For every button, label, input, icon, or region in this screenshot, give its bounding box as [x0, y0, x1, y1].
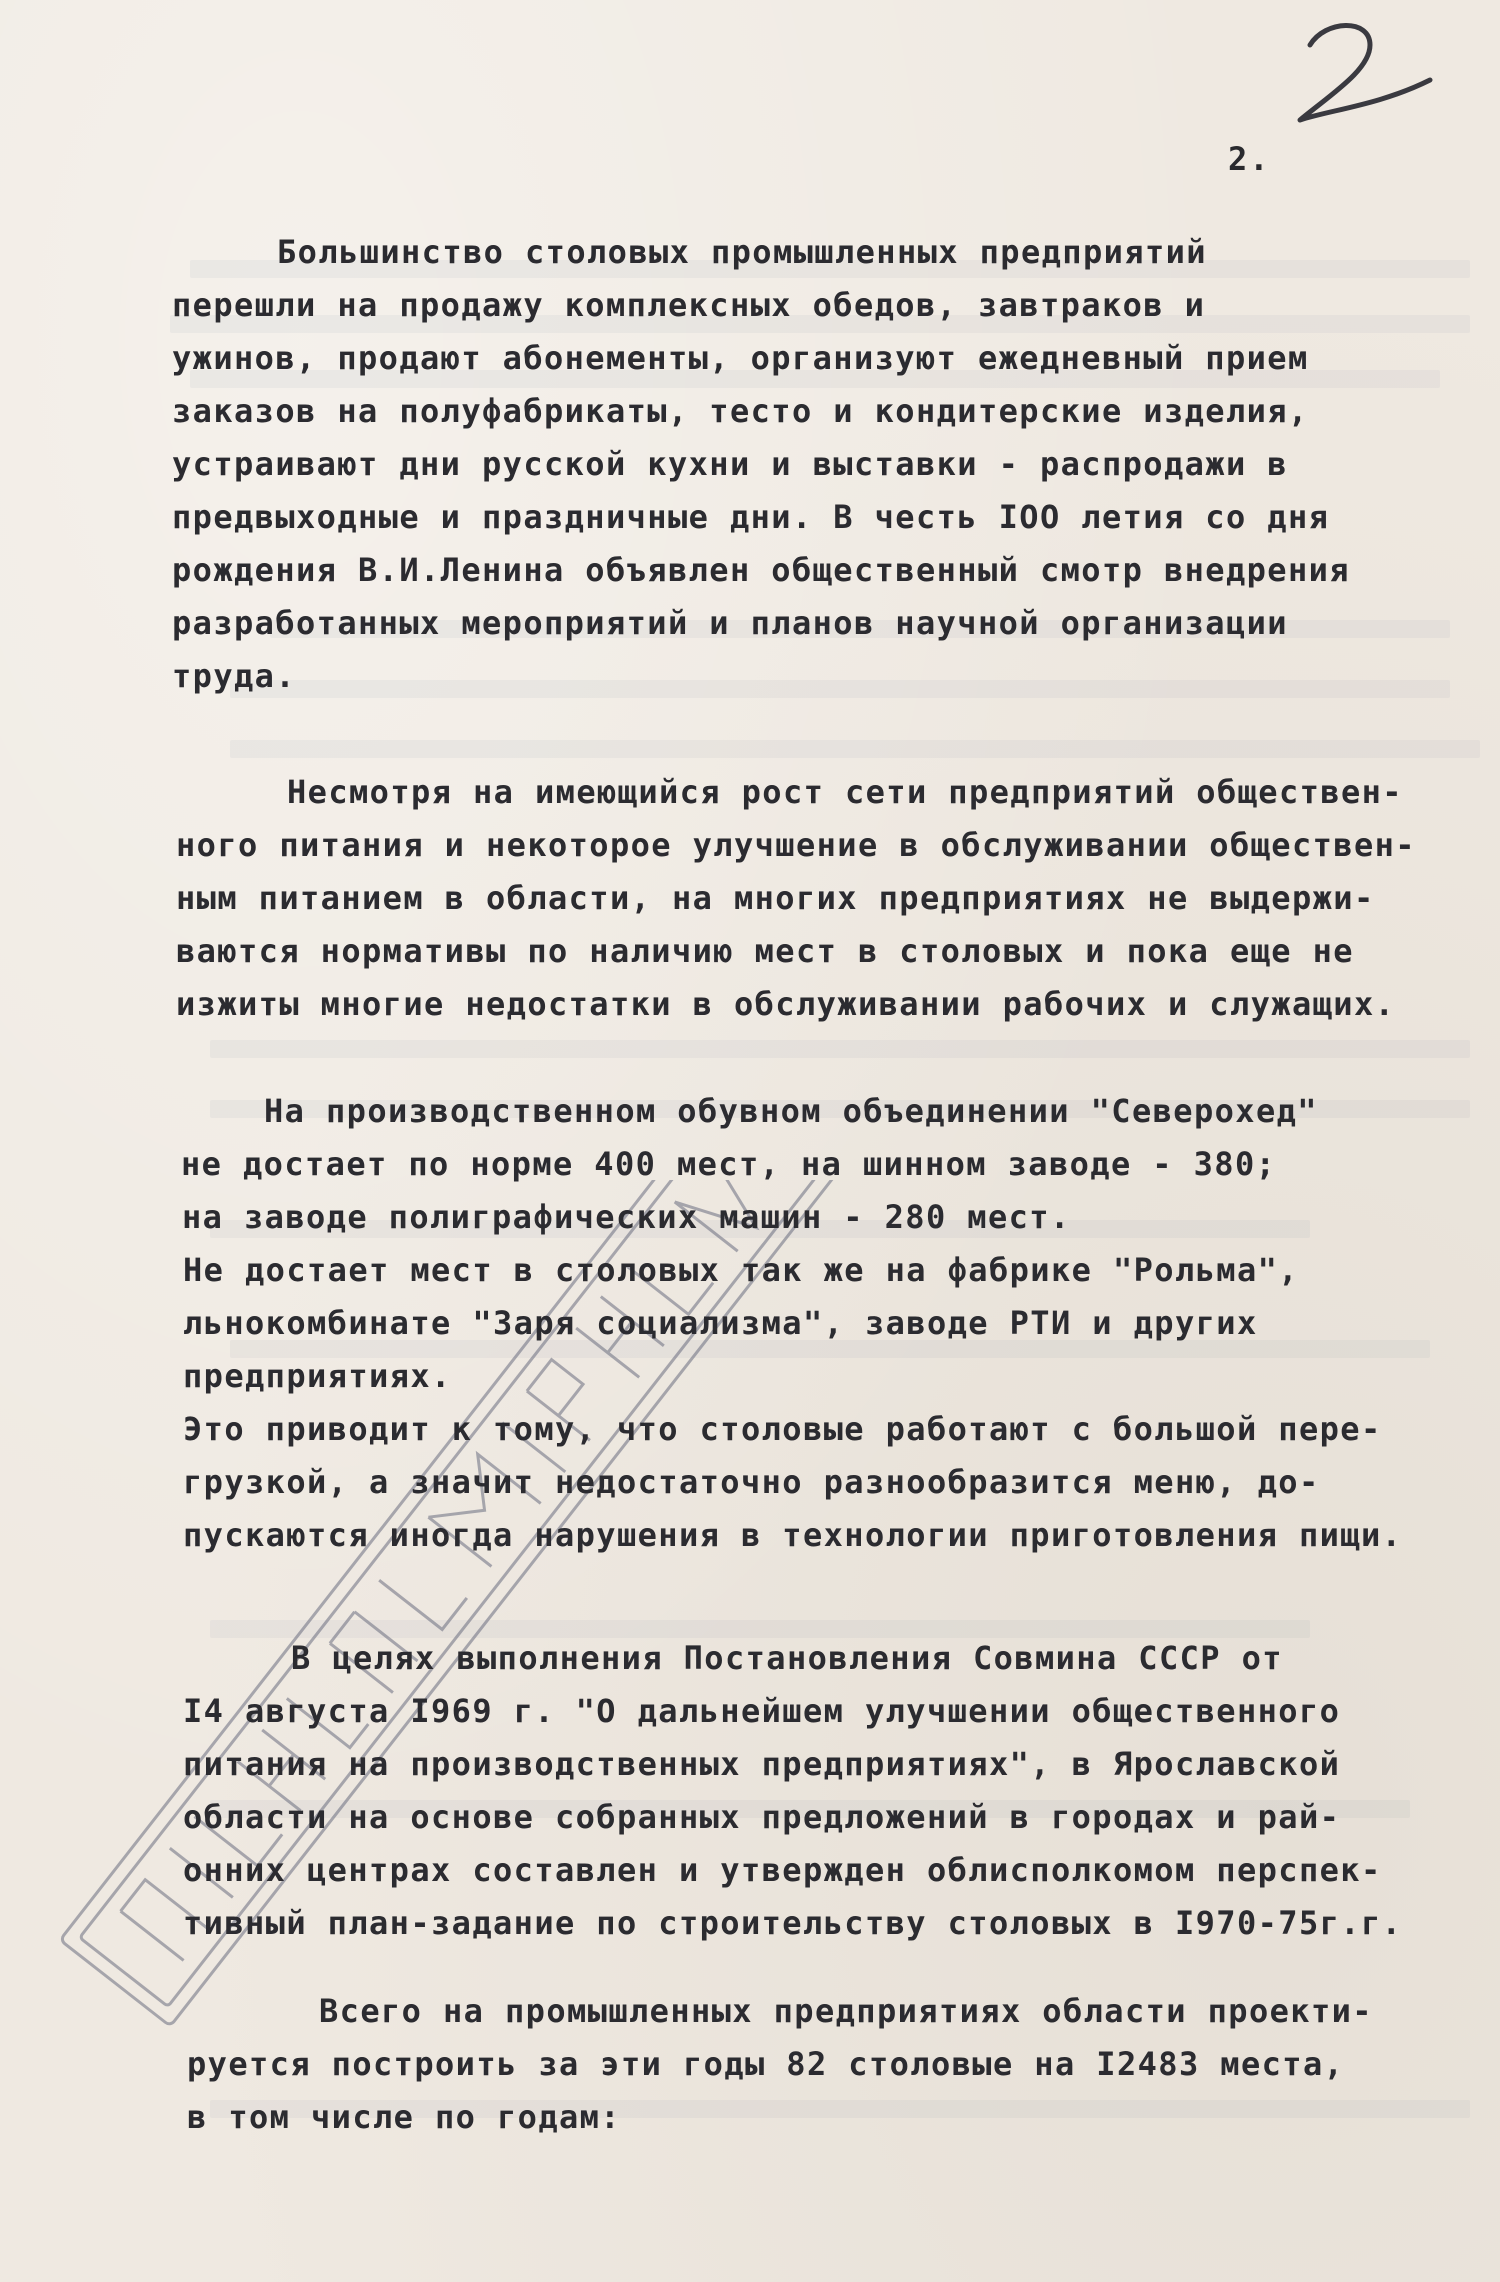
text-line: устраивают дни русской кухни и выставки - распродажи в — [172, 445, 1288, 483]
text-line: На производственном обувном объединении "Северохед" — [264, 1092, 1318, 1130]
text-line: предвыходные и праздничные дни. В честь IOO летия со дня — [172, 498, 1330, 536]
text-line: Всего на промышленных предприятиях области проекти- — [319, 1992, 1373, 2030]
handwritten-page-number — [1270, 10, 1440, 140]
text-line: онних центрах составлен и утвержден облисполкомом перспек- — [183, 1851, 1382, 1889]
text-line: разработанных мероприятий и планов научной организации — [172, 604, 1288, 642]
text-line: ваются нормативы по наличию мест в столовых и пока еще не — [176, 932, 1354, 970]
text-line: заказов на полуфабрикаты, тесто и кондитерские изделия, — [172, 392, 1309, 430]
text-line: Не достает мест в столовых так же на фабрике "Рольма", — [183, 1251, 1299, 1289]
text-line: льнокомбинате "Заря социализма", заводе РТИ и других — [183, 1304, 1258, 1342]
text-line: ужинов, продают абонементы, организуют ежедневный прием — [172, 339, 1309, 377]
text-line: рождения В.И.Ленина объявлен общественный смотр внедрения — [172, 551, 1350, 589]
text-line: перешли на продажу комплексных обедов, завтраков и — [172, 286, 1206, 324]
text-line: Это приводит к тому, что столовые работают с большой пере- — [183, 1410, 1382, 1448]
text-line: Несмотря на имеющийся рост сети предприятий обществен- — [287, 773, 1403, 811]
text-line: области на основе собранных предложений в городах и рай- — [183, 1798, 1341, 1836]
text-line: пускаются иногда нарушения в технологии приготовления пищи. — [183, 1516, 1403, 1554]
text-line: изжиты многие недостатки в обслуживании рабочих и служащих. — [176, 985, 1396, 1023]
text-line: ным питанием в области, на многих предприятиях не выдержи- — [176, 879, 1375, 917]
text-line: грузкой, а значит недостаточно разнообразится меню, до- — [183, 1463, 1320, 1501]
text-line: I4 августа I969 г. "О дальнейшем улучшении общественного — [183, 1692, 1341, 1730]
text-line: труда. — [172, 657, 296, 695]
text-line: ного питания и некоторое улучшение в обслуживании обществен- — [176, 826, 1416, 864]
text-line: предприятиях. — [183, 1357, 452, 1395]
text-line: В целях выполнения Постановления Совмина СССР от — [291, 1639, 1283, 1677]
text-line: руется построить за эти годы 82 столовые на I2483 места, — [187, 2045, 1345, 2083]
text-line: не достает по норме 400 мест, на шинном заводе - 380; — [181, 1145, 1277, 1183]
text-line: Большинство столовых промышленных предприятий — [277, 233, 1207, 271]
page-number: 2. — [1228, 140, 1271, 178]
text-line: на заводе полиграфических машин - 280 мест. — [182, 1198, 1071, 1236]
text-line: тивный план-задание по строительству столовых в I970-75г.г. — [183, 1904, 1403, 1942]
text-line: в том числе по годам: — [187, 2098, 621, 2136]
text-line: питания на производственных предприятиях", в Ярославской — [183, 1745, 1341, 1783]
